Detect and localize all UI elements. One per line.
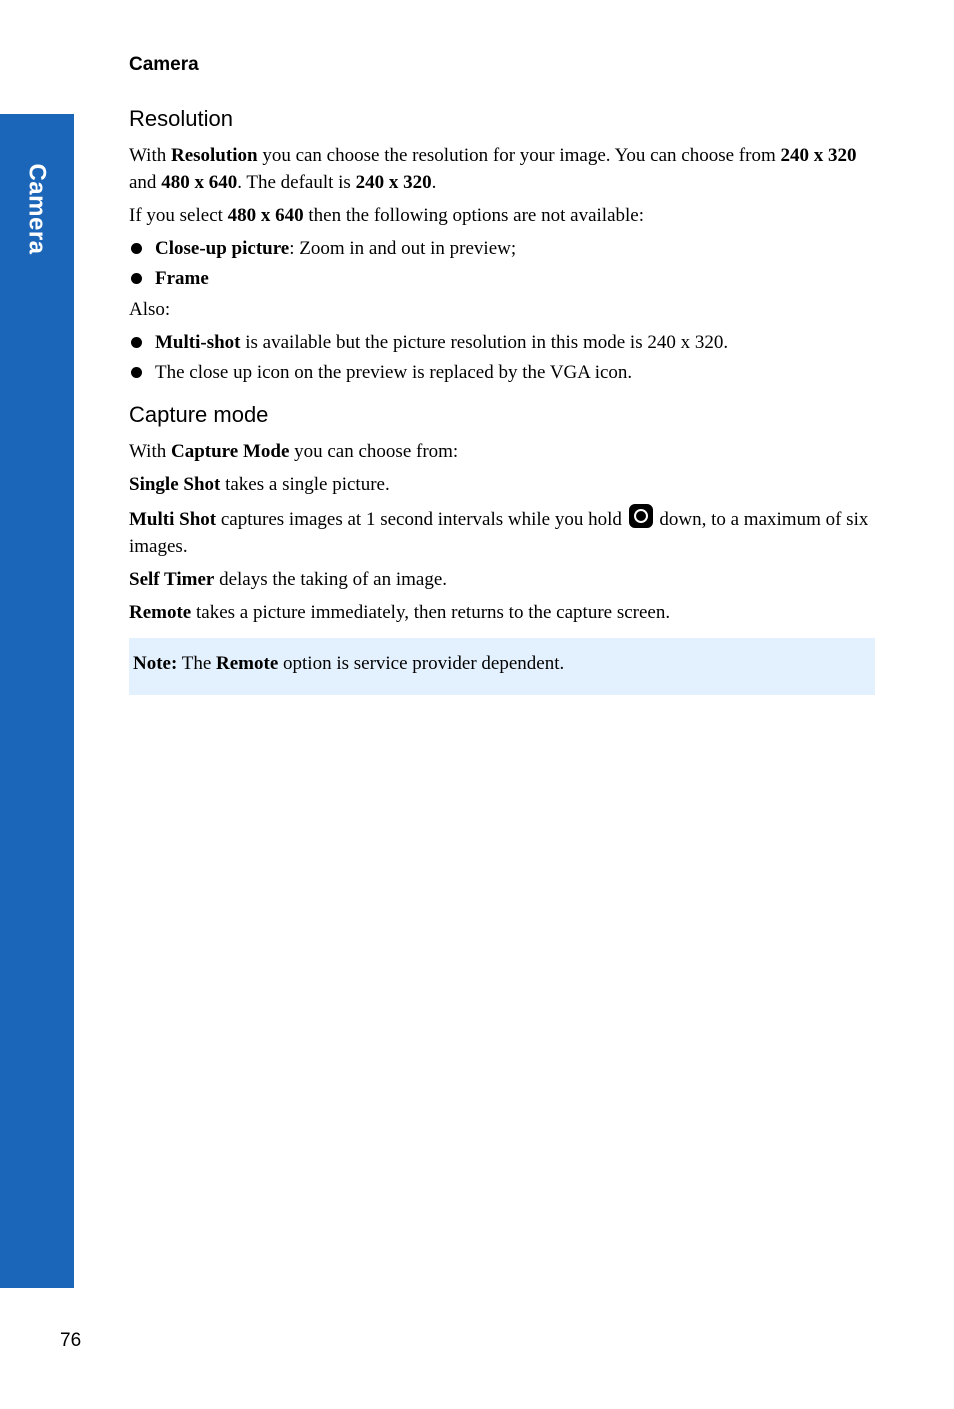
unavailable-options-list: [129, 235, 875, 292]
note-text: Note: The Remote option is service provider dependent.: [133, 653, 565, 674]
capture-mode-intro: With Capture Mode you can choose from:: [129, 441, 459, 462]
single-shot-description: Single Shot takes a single picture.: [129, 474, 390, 495]
list-item: Close-up picture: Zoom in and out in preview;: [129, 235, 875, 262]
bullet-icon: [131, 243, 142, 254]
list-item: The close up icon on the preview is replaced by the VGA icon.: [129, 359, 875, 386]
page-number: 76: [60, 1330, 82, 1351]
camera-key-icon: [629, 504, 653, 528]
multi-shot-description: Multi Shot captures images at 1 second intervals while you hold down, to a maximum of six images.: [129, 504, 875, 560]
page-content: [129, 104, 875, 695]
section-heading-resolution: Resolution: [129, 106, 233, 131]
chapter-side-tab-label: Camera: [24, 163, 51, 255]
self-timer-description: Self Timer delays the taking of an image.: [129, 569, 448, 590]
list-item: Multi-shot is available but the picture resolution in this mode is 240 x 320.: [129, 329, 875, 356]
chapter-side-tab: [0, 114, 74, 1288]
list-item: Frame: [129, 265, 875, 292]
note-box: [129, 638, 875, 695]
bullet-icon: [131, 273, 142, 284]
bullet-icon: [131, 337, 142, 348]
also-label: Also:: [129, 299, 171, 320]
remote-description: Remote takes a picture immediately, then returns to the capture screen.: [129, 602, 671, 623]
resolution-paragraph-2: If you select 480 x 640 then the following options are not available:: [129, 205, 644, 226]
bullet-icon: [131, 367, 142, 378]
section-heading-capture-mode: Capture mode: [129, 402, 269, 427]
resolution-paragraph-1: With Resolution you can choose the resolution for your image. You can choose from 240 x 320 and 480 x 640. The default is 240 x 320.: [129, 145, 857, 193]
running-header: Camera: [129, 54, 199, 75]
also-list: [129, 329, 875, 386]
